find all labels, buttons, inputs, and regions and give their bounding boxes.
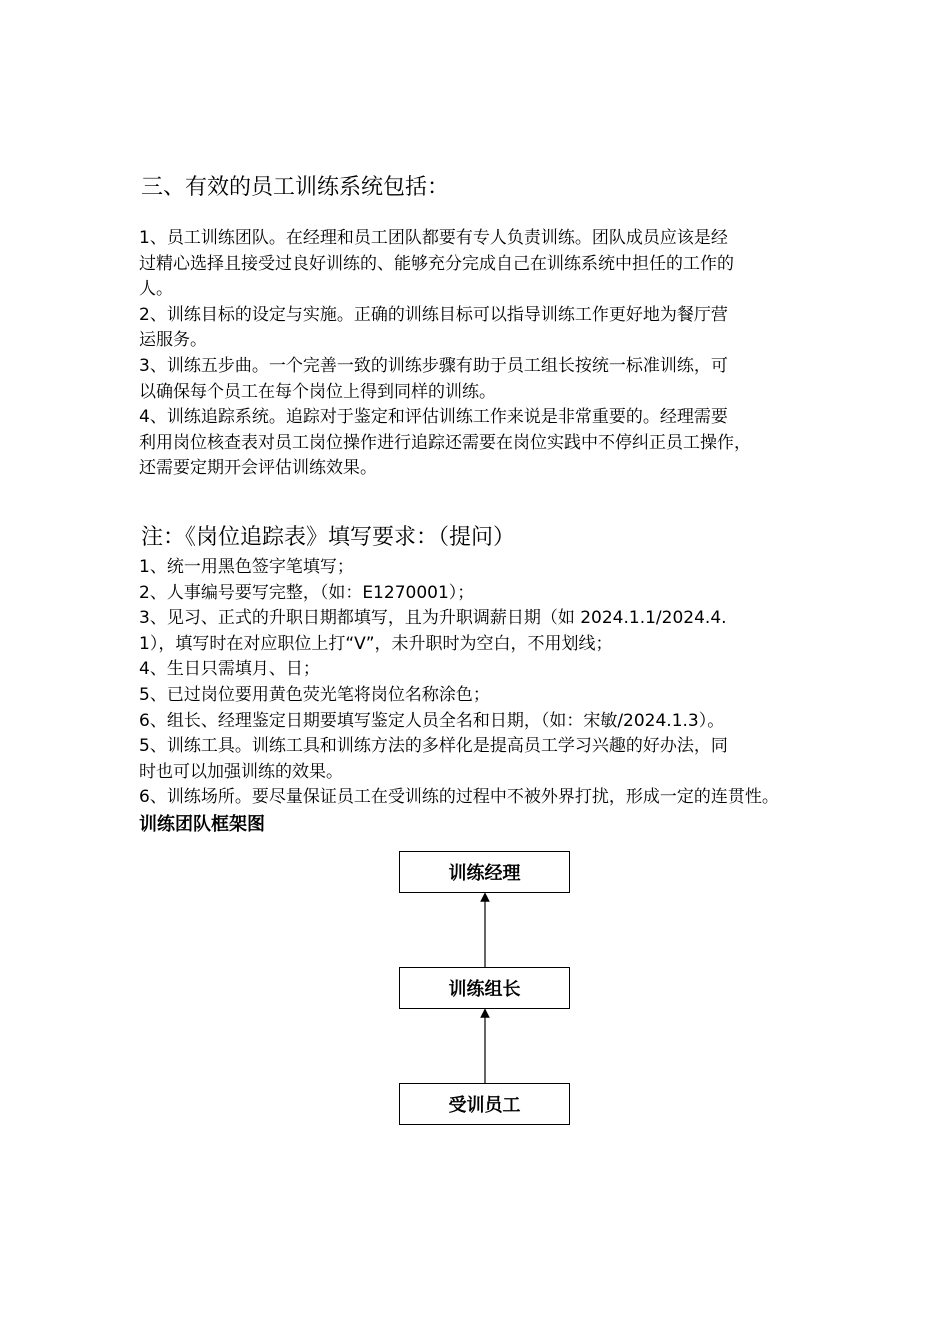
text-line: 2、人事编号要写完整，（如：E1270001）； (139, 582, 475, 603)
text-line: 运服务。 (139, 330, 207, 351)
section-heading-training-system: 三、有效的员工训练系统包括： (141, 175, 450, 200)
text-line: 6、组长、经理鉴定日期要填写鉴定人员全名和日期，（如：宋敏/2024.1.3）。 (139, 710, 725, 731)
box-training-leader: 训练组长 (399, 967, 570, 1009)
text-line: 4、训练追踪系统。追踪对于鉴定和评估训练工作来说是非常重要的。经理需要 (139, 407, 728, 428)
box-training-manager: 训练经理 (399, 851, 570, 893)
training-system-paragraphs (139, 226, 839, 482)
text-line: 过精心选择且接受过良好训练的、能够充分完成自己在训练系统中担任的工作的 (139, 253, 734, 274)
text-line: 1、统一用黑色签字笔填写； (139, 557, 354, 577)
text-line: 3、训练五步曲。一个完善一致的训练步骤有助于员工组长按统一标准训练，可 (139, 355, 728, 376)
text-line: 3、见习、正式的升职日期都填写，且为升职调薪日期（如 2024.1.1/2024.4. (139, 608, 727, 629)
note-heading: 注：《岗位追踪表》填写要求：（提问） (141, 525, 516, 550)
text-line: 1），填写时在对应职位上打“V”，未升职时为空白，不用划线； (139, 633, 613, 654)
text-line: 5、已过岗位要用黄色荧光笔将岗位名称涂色； (139, 684, 490, 705)
text-line: 人。 (139, 279, 173, 300)
text-line: 5、训练工具。训练工具和训练方法的多样化是提高员工学习兴趣的好办法，同 (139, 736, 728, 757)
text-line: 2、训练目标的设定与实施。正确的训练目标可以指导训练工作更好地为餐厅营 (139, 304, 728, 325)
text-line: 4、生日只需填月、日； (139, 659, 320, 680)
text-line: 以确保每个员工在每个岗位上得到同样的训练。 (139, 381, 496, 402)
text-line: 时也可以加强训练的效果。 (139, 761, 343, 782)
text-line: 还需要定期开会评估训练效果。 (139, 458, 377, 479)
diagram-title: 训练团队框架图 (139, 814, 265, 835)
text-line: 1、员工训练团队。在经理和员工团队都要有专人负责训练。团队成员应该是经 (139, 228, 728, 248)
text-line: 利用岗位核查表对员工岗位操作进行追踪还需要在岗位实践中不停纠正员工操作， (139, 432, 751, 453)
note-paragraphs (139, 555, 839, 811)
text-line: 6、训练场所。要尽量保证员工在受训练的过程中不被外界打扰，形成一定的连贯性。 (139, 787, 779, 808)
box-trainee-employee: 受训员工 (399, 1083, 570, 1125)
